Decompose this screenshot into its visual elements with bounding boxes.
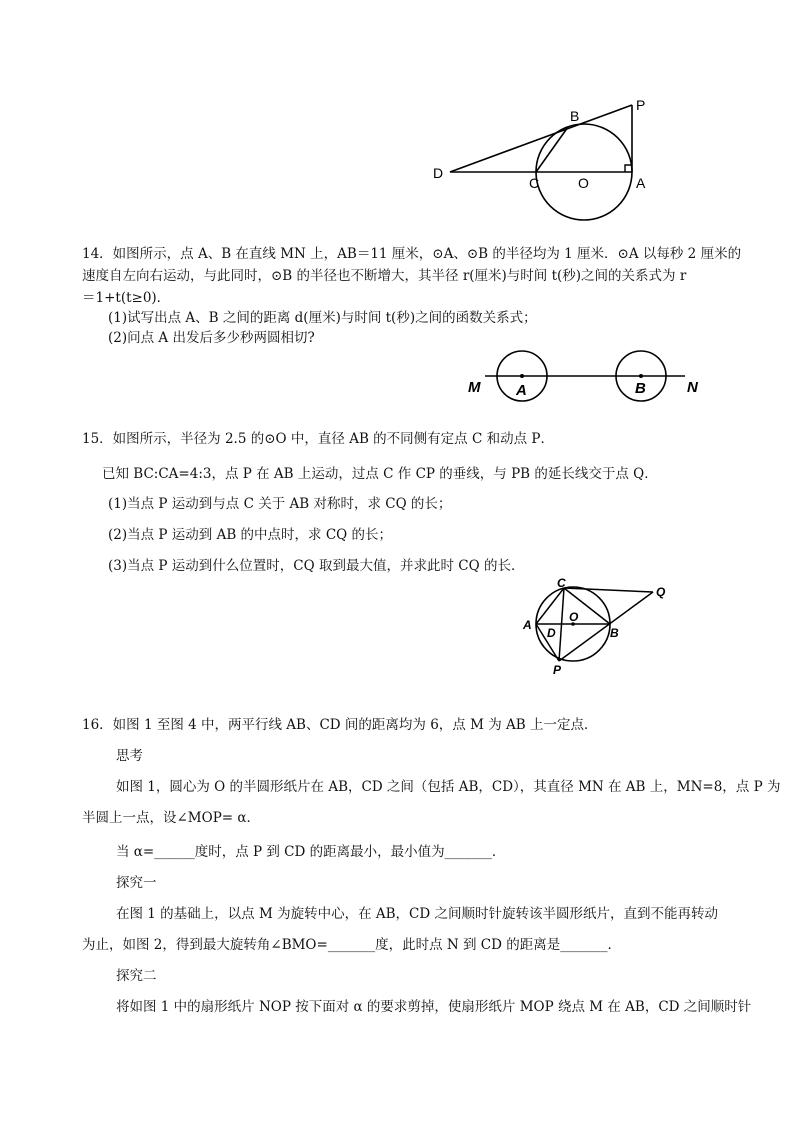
q16-line1: 16．如图 1 至图 4 中，两平行线 AB、CD 间的距离均为 6，点 M 为 AB 上一定点． — [82, 717, 598, 733]
q16-think: 思考 — [116, 748, 143, 764]
label-c: C — [529, 175, 540, 191]
center-b — [639, 374, 643, 378]
q14-line2: 速度自左向右运动，与此同时，⊙B 的半径也不断增大，其半径 r(厘米)与时间 t(秒)之间的关系式为 r — [82, 268, 687, 284]
label-d: D — [433, 165, 444, 181]
line-dp — [450, 105, 632, 172]
q15-sub1: (1)当点 P 运动到与点 C 关于 AB 对称时，求 CQ 的长； — [108, 496, 452, 512]
q15-line2: 已知 BC:CA=4:3，点 P 在 AB 上运动，过点 C 作 CP 的垂线，与 PB 的延长线交于点 Q． — [102, 466, 658, 482]
label-a: A — [636, 175, 646, 191]
line-pq — [559, 592, 653, 661]
figure-circle-cq — [515, 578, 675, 678]
label-a: A — [516, 382, 527, 399]
q16-p3b: 为止，如图 2，得到最大旋转角∠BMO=_______度，此时点 N 到 CD 的距离是_______． — [82, 937, 621, 953]
figure-two-circles — [460, 345, 710, 405]
q15-sub3: (3)当点 P 运动到什么位置时，CQ 取到最大值，并求此时 CQ 的长． — [108, 558, 525, 574]
q14-line1: 14．如图所示，点 A、B 在直线 MN 上，AB＝11 厘米，⊙A、⊙B 的半径均为 1 厘米．⊙A 以每秒 2 厘米的 — [82, 246, 742, 262]
q16-p1b: 半圆上一点，设∠MOP= α． — [82, 810, 261, 826]
label-m: M — [468, 379, 481, 396]
center-a — [520, 374, 524, 378]
label-p: P — [553, 663, 562, 677]
q16-explore2: 探究二 — [116, 968, 157, 984]
label-o: O — [569, 610, 579, 624]
q15-sub2: (2)当点 P 运动到 AB 的中点时，求 CQ 的长； — [108, 527, 393, 543]
q14-line3: ＝1+t(t≥0)． — [82, 290, 171, 306]
q16-p1a: 如图 1，圆心为 O 的半圆形纸片在 AB，CD 之间（包括 AB，CD），其直径 MN 在 AB 上，MN=8，点 P 为 — [116, 779, 781, 795]
q16-p4: 将如图 1 中的扇形纸片 NOP 按下面对 α 的要求剪掉，使扇形纸片 MOP 绕点 M 在 AB，CD 之间顺时针 — [116, 999, 752, 1015]
label-b: B — [570, 108, 580, 124]
q16-p3a: 在图 1 的基础上，以点 M 为旋转中心，在 AB，CD 之间顺时针旋转该半圆形纸片，直到不能再转动 — [116, 906, 718, 922]
q15-line1: 15．如图所示，半径为 2.5 的⊙O 中，直径 AB 的不同侧有定点 C 和动点 P． — [82, 431, 554, 447]
label-o: O — [578, 175, 589, 191]
q16-explore1: 探究一 — [116, 875, 157, 891]
label-b: B — [610, 626, 619, 640]
label-b: B — [635, 380, 646, 397]
label-c: C — [557, 578, 566, 590]
label-q: Q — [656, 585, 666, 599]
label-a: A — [523, 618, 532, 632]
label-n: N — [687, 379, 698, 396]
q14-sub1: (1)试写出点 A、B 之间的距离 d(厘米)与时间 t(秒)之间的函数关系式； — [108, 310, 537, 326]
label-d: D — [547, 626, 556, 640]
q14-sub2: (2)问点 A 出发后多少秒两圆相切? — [108, 330, 315, 346]
q16-p2: 当 α=______度时，点 P 到 CD 的距离最小，最小值为_______． — [116, 844, 506, 860]
line-cq — [564, 588, 653, 592]
figure-circle-tangent — [425, 95, 665, 225]
label-p: P — [636, 97, 646, 113]
